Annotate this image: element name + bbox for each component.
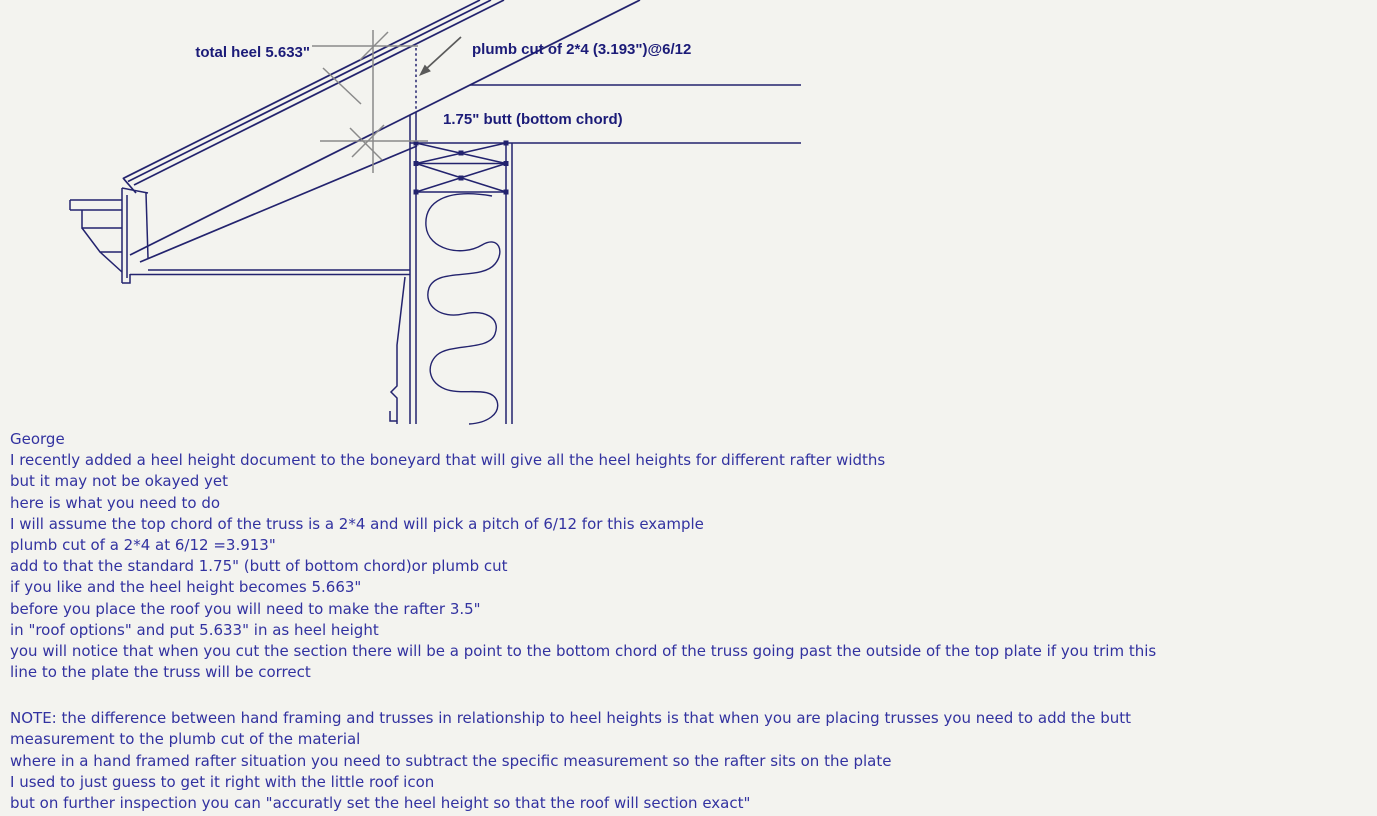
plumb-cut-label: plumb cut of 2*4 (3.193")@6/12 [472, 41, 692, 58]
post-note-line: but on further inspection you can "accuratly set the heel height so that the roof will section exact" [10, 794, 751, 812]
total-heel-label: total heel 5.633" [195, 44, 310, 61]
plumb-cut-arrow [419, 37, 461, 76]
post-line: line to the plate the truss will be correct [10, 663, 311, 682]
post-line: I will assume the top chord of the truss is a 2*4 and will pick a pitch of 6/12 for this example [10, 514, 704, 533]
paragraph-gap [10, 683, 1373, 708]
post-note-line: NOTE: the difference between hand framing and trusses in relationship to heel heights is that when you are placing trusses you need to add the butt [10, 709, 1132, 728]
post-note-line: where in a hand framed rafter situation you need to subtract the specific measurement so the rafter sits on the plate [10, 751, 892, 770]
butt-label: 1.75" butt (bottom chord) [443, 111, 623, 128]
post-line: plumb cut of a 2*4 at 6/12 =3.913" [10, 535, 276, 554]
post-line: George [10, 430, 65, 448]
post-line: in "roof options" and put 5.633" in as heel height [10, 620, 379, 639]
post-line: I recently added a heel height document to the boneyard that will give all the heel heights for different rafter widths [10, 451, 886, 470]
post-note-line: I used to just guess to get it right with the little roof icon [10, 772, 435, 791]
insulation-batt [426, 194, 500, 424]
eave-detail [70, 188, 410, 283]
post-line: before you place the roof you will need to make the rafter 3.5" [10, 599, 481, 618]
post-line: here is what you need to do [10, 493, 221, 512]
wall-section [390, 112, 512, 424]
post-line: if you like and the heel height becomes 5.663" [10, 578, 362, 597]
top-plate-blocking [416, 143, 506, 192]
post-line: but it may not be okayed yet [10, 472, 228, 491]
post-note-line: measurement to the plumb cut of the material [10, 730, 361, 749]
post-line: add to that the standard 1.75" (butt of bottom chord)or plumb cut [10, 557, 508, 576]
forum-post-text [10, 429, 1373, 814]
post-line: you will notice that when you cut the section there will be a point to the bottom chord of the truss going past the outside of the top plate if you trim this [10, 641, 1157, 660]
